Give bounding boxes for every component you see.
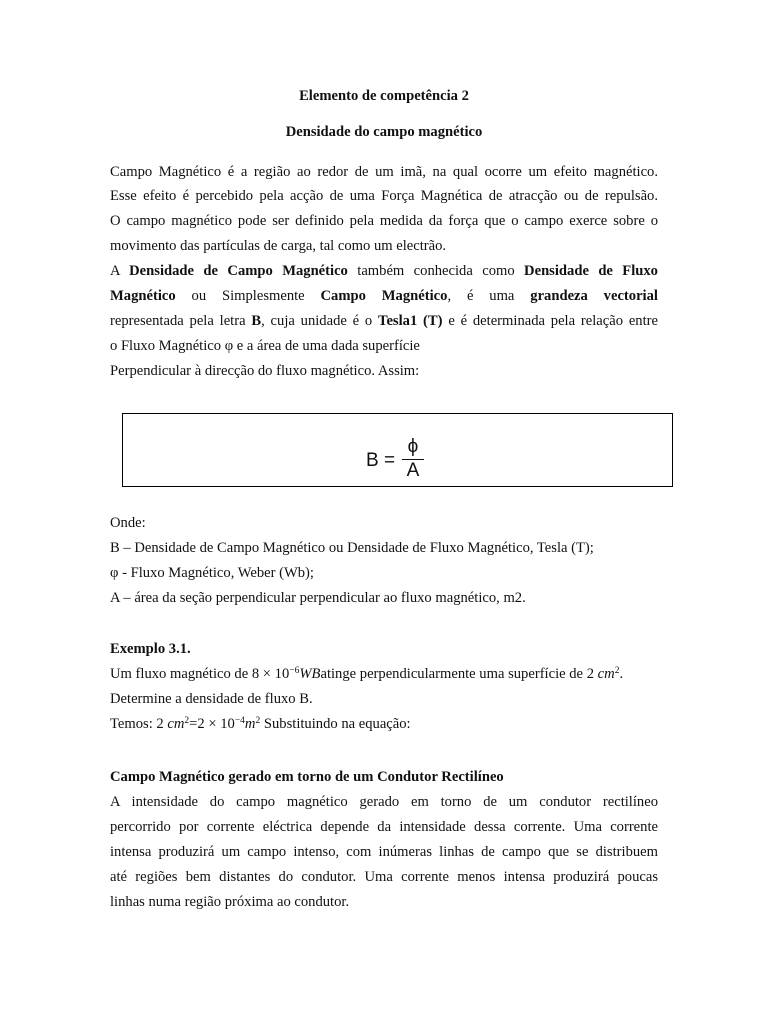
definition-item: A – área da seção perpendicular perpendicular ao fluxo magnético, m2. (110, 590, 526, 606)
section-heading: Campo Magnético gerado em torno de um Condutor Rectilíneo (110, 769, 504, 785)
paragraph-line: percorrido por corrente eléctrica depende da intensidade dessa corrente. Uma corrente (110, 819, 658, 835)
definition-item: φ - Fluxo Magnético, Weber (Wb); (110, 565, 314, 581)
definition-line-1: A Densidade de Campo Magnético também conhecida como Densidade de Fluxo (110, 263, 658, 279)
formula-numerator: ϕ (407, 436, 419, 457)
example-line-2: Determine a densidade de fluxo B. (110, 691, 313, 707)
paragraph-line: o Fluxo Magnético φ e a área de uma dada superfície (110, 338, 420, 354)
definition-line-2: Magnético ou Simplesmente Campo Magnético, é uma grandeza vectorial (110, 288, 658, 304)
paragraph-line: Perpendicular à direcção do fluxo magnético. Assim: (110, 363, 420, 379)
paragraph-line: A intensidade do campo magnético gerado em torno de um condutor rectilíneo (110, 794, 658, 810)
paragraph-line: Campo Magnético é a região ao redor de um imã, na qual ocorre um efeito magnético. (110, 164, 658, 180)
formula-denominator: A (406, 460, 420, 481)
paragraph-line: até regiões bem distantes do condutor. Uma corrente menos intensa produzirá poucas (110, 869, 658, 885)
paragraph-line: Esse efeito é percebido pela acção de uma Força Magnética de atracção ou de repulsão. (110, 188, 658, 204)
page-heading: Elemento de competência 2 (299, 88, 469, 104)
definition-item: B – Densidade de Campo Magnético ou Densidade de Fluxo Magnético, Tesla (T); (110, 540, 594, 556)
formula-fraction (402, 438, 424, 481)
section-title: Densidade do campo magnético (285, 124, 483, 140)
onde-label: Onde: (110, 515, 146, 531)
definition-line-3: representada pela letra B, cuja unidade é o Tesla1 (T) e é determinada pela relação entre (110, 313, 658, 329)
formula-lhs: B = (366, 450, 396, 471)
paragraph-line: intensa produzirá um campo intenso, com inúmeras linhas de campo que se distribuem (110, 844, 658, 860)
area-value: 2 $cm^2$ (586, 666, 620, 682)
example-title: Exemplo 3.1. (110, 641, 191, 657)
flux-value: $8 \times 10^{-6}WB$ (251, 666, 321, 682)
area-conversion: 2 $cm^2=2 \times 10^{-4}m^2$ (156, 716, 261, 732)
example-line-1: Um fluxo magnético de $8 \times 10^{-6}WBatinge$ perpendicularmente uma superfície de 2 $cm^2$. (110, 666, 624, 682)
paragraph-line: movimento das partículas de carga, tal como um electrão. (110, 238, 447, 254)
formula-box (122, 413, 673, 487)
paragraph-line: linhas numa região próxima ao condutor. (110, 894, 350, 910)
example-line-3: Temos: 2 $cm^2=2 \times 10^{-4}m^2$ Substituindo na equação: (110, 716, 411, 732)
paragraph-line: O campo magnético pode ser definido pela medida da força que o campo exerce sobre o (110, 213, 658, 229)
